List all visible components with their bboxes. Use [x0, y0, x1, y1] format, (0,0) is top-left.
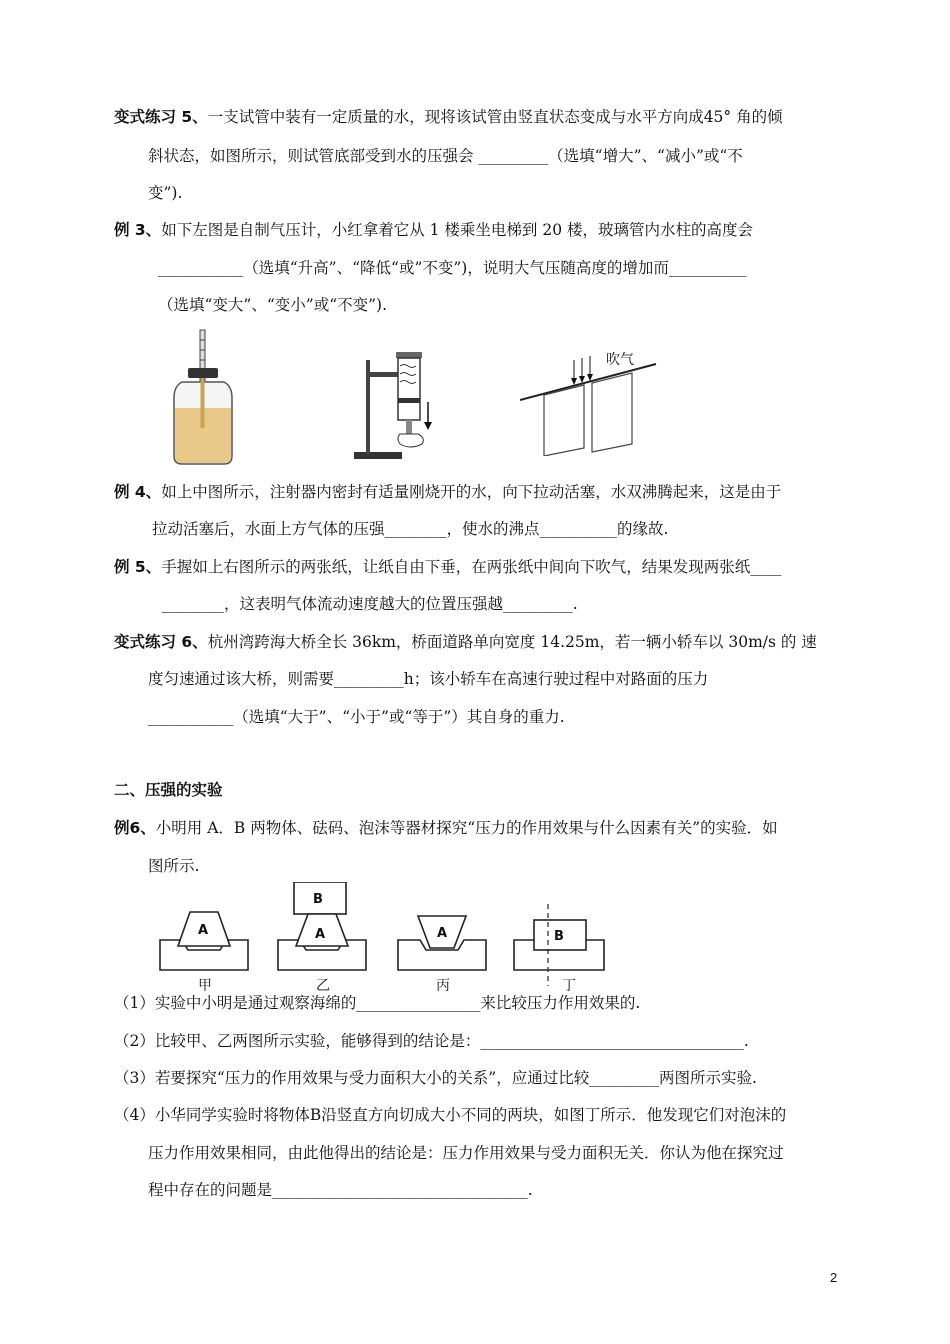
- question-4-line1: （4）小华同学实验时将物体B沿竖直方向切成大小不同的两块，如图丁所示．他发现它们对泡沫的: [114, 1106, 787, 1124]
- section-2-title: 二、压强的实验: [114, 781, 223, 799]
- example-6-line1: 例6、小明用 A．B 两物体、砝码、泡沫等器材探究“压力的作用效果与什么因素有关”的实验．如: [114, 819, 778, 837]
- two-papers-figure: [520, 348, 660, 456]
- caption-bing: 丙: [436, 978, 450, 994]
- caption-yi: 乙: [316, 978, 330, 994]
- example-5-label: 例 5、: [114, 558, 162, 576]
- blow-label: 吹气: [606, 352, 634, 368]
- example-6-label: 例6、: [114, 819, 156, 837]
- question-4-line2: 压力作用效果相同，由此他得出的结论是：压力作用效果与受力面积无关．你认为他在探究过: [148, 1144, 784, 1162]
- exercise-5-label: 变式练习 5、: [114, 108, 208, 126]
- exercise-6-line2: 度匀速通过该大桥，则需要_________h；该小轿车在高速行驶过程中对路面的压力: [148, 670, 709, 688]
- block-a-yi: A: [315, 927, 326, 942]
- example-3-label: 例 3、: [114, 221, 162, 239]
- exercise-6-line3: ___________（选填“大于”、“小于”或“等于”）其自身的重力.: [148, 708, 565, 726]
- example-6-line2: 图所示.: [148, 857, 200, 875]
- exercise-5-line1: 变式练习 5、一支试管中装有一定质量的水，现将该试管由竖直状态变成与水平方向成45° 角的倾: [114, 108, 783, 126]
- example-3-line1: 例 3、如下左图是自制气压计，小红拿着它从 1 楼乘坐电梯到 20 楼，玻璃管内水柱的高度会: [114, 221, 753, 239]
- example-5-line1: 例 5、手握如上右图所示的两张纸，让纸自由下垂，在两张纸中间向下吹气，结果发现两张纸____: [114, 558, 782, 576]
- example-5-line2: ________，这表明气体流动速度越大的位置压强越_________.: [162, 595, 578, 613]
- block-b-ding: B: [554, 929, 564, 944]
- block-a-jia: A: [198, 923, 209, 938]
- exercise-6-label: 变式练习 6、: [114, 633, 208, 651]
- block-a-bing: A: [437, 926, 448, 941]
- exercise-5-line3: 变”).: [148, 184, 183, 202]
- example-4-line2: 拉动活塞后，水面上方气体的压强________，使水的沸点__________的缘故.: [152, 520, 669, 538]
- example-4-label: 例 4、: [114, 483, 162, 501]
- exercise-6-line1: 变式练习 6、杭州湾跨海大桥全长 36km，桥面道路单向宽度 14.25m，若一辆小轿车以 30m/s 的 速: [114, 633, 817, 651]
- caption-jia: 甲: [198, 978, 212, 994]
- example-4-line1: 例 4、如上中图所示，注射器内密封有适量刚烧开的水，向下拉动活塞，水双沸腾起来，这是由于: [114, 483, 782, 501]
- question-1: （1）实验中小明是通过观察海绵的________________来比较压力作用效果的.: [114, 994, 641, 1012]
- question-3: （3）若要探究“压力的作用效果与受力面积大小的关系”，应通过比较_________两图所示实验.: [114, 1069, 757, 1087]
- block-b-yi: B: [313, 892, 323, 907]
- example-3-line3: （选填“变大”、“变小”或“不变”).: [158, 296, 388, 314]
- syringe-stand-figure: [352, 338, 440, 462]
- exercise-5-line2: 斜状态，如图所示，则试管底部受到水的压强会 _________（选填“增大”、“减小”或“不: [148, 147, 743, 165]
- question-2: （2）比较甲、乙两图所示实验，能够得到的结论是：__________________________________.: [114, 1032, 749, 1050]
- page-number: 2: [830, 1270, 838, 1285]
- example-3-line2: ___________（选填“升高”、“降低“或”不变”)，说明大气压随高度的增加而__________: [158, 259, 747, 277]
- question-4-line3: 程中存在的问题是_________________________________.: [148, 1181, 533, 1199]
- caption-ding: 丁: [562, 978, 576, 994]
- pressure-experiment-figure: [156, 882, 612, 1000]
- barometer-jar-figure: [172, 328, 234, 466]
